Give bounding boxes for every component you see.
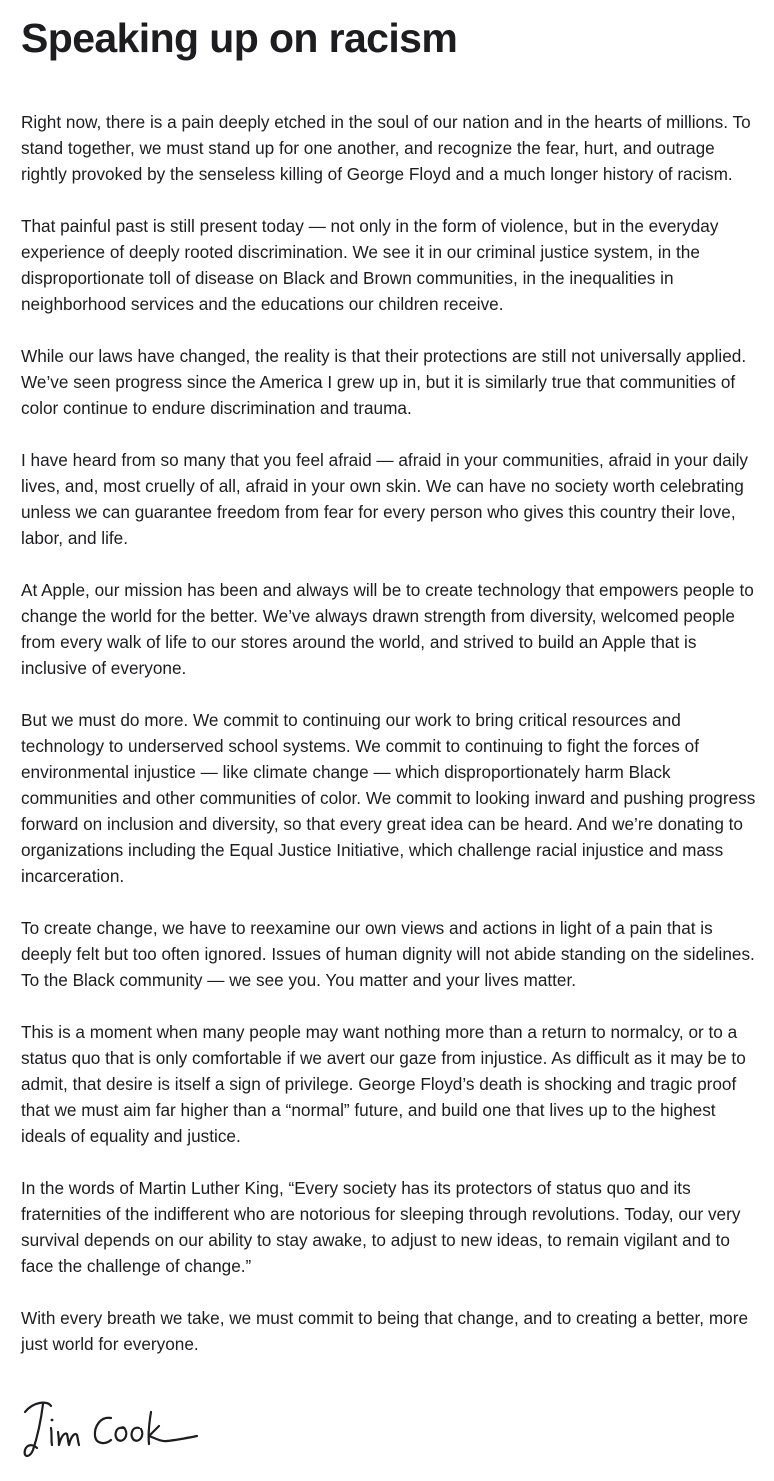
paragraph: In the words of Martin Luther King, “Every society has its protectors of status quo and its fraternities of the indifferent who are notorious for sleeping through revolutions. Today, our very survival depends on our ability to stay awake, to adjust to new ideas, to remain vigilant and to face the challenge of change.” <box>21 1178 741 1276</box>
paragraph: While our laws have changed, the reality is that their protections are still not universally applied. We’ve seen progress since the America I grew up in, but it is similarly true that communities of color continue to endure discrimination and trauma. <box>21 346 747 418</box>
paragraph: I have heard from so many that you feel afraid — afraid in your communities, afraid in your daily lives, and, most cruelly of all, afraid in your own skin. We can have no society worth celebrating unless we can guarantee freedom from fear for every person who gives this country their love, labor, and life. <box>21 450 748 548</box>
signature-icon <box>21 1398 201 1464</box>
paragraph: With every breath we take, we must commit to being that change, and to creating a better, more just world for everyone. <box>21 1308 749 1354</box>
signature-drawing <box>21 1398 201 1464</box>
letter-body <box>21 109 761 1357</box>
paragraph: Right now, there is a pain deeply etched in the soul of our nation and in the hearts of millions. To stand together, we must stand up for one another, and recognize the fear, hurt, and outrage rightly provoked by the senseless killing of George Floyd and a much longer history of racism. <box>21 112 751 184</box>
paragraph: But we must do more. We commit to continuing our work to bring critical resources and technology to underserved school systems. We commit to continuing to fight the forces of environmental injustice — like climate change — which disproportionately harm Black communities and other communities of color. We commit to looking inward and pushing progress forward on inclusion and diversity, so that every great idea can be heard. And we’re donating to organizations including the Equal Justice Initiative, which challenge racial injustice and mass incarceration. <box>21 710 756 886</box>
paragraph: At Apple, our mission has been and always will be to create technology that empowers people to change the world for the better. We’ve always drawn strength from diversity, welcomed people from every walk of life to our stores around the world, and strived to build an Apple that is inclusive of everyone. <box>21 580 754 678</box>
paragraph: This is a moment when many people may want nothing more than a return to normalcy, or to a status quo that is only comfortable if we avert our gaze from injustice. As difficult as it may be to admit, that desire is itself a sign of privilege. George Floyd’s death is shocking and tragic proof that we must aim far higher than a “normal” future, and build one that lives up to the highest ideals of equality and justice. <box>21 1022 746 1146</box>
page-title: Speaking up on racism <box>21 15 458 61</box>
paragraph: That painful past is still present today — not only in the form of violence, but in the everyday experience of deeply rooted discrimination. We see it in our criminal justice system, in the disproportionate toll of disease on Black and Brown communities, in the inequalities in neighborhood services and the educations our children receive. <box>21 216 719 314</box>
paragraph: To create change, we have to reexamine our own views and actions in light of a pain that is deeply felt but too often ignored. Issues of human dignity will not abide standing on the sidelines. To the Black community — we see you. You matter and your lives matter. <box>21 918 755 990</box>
